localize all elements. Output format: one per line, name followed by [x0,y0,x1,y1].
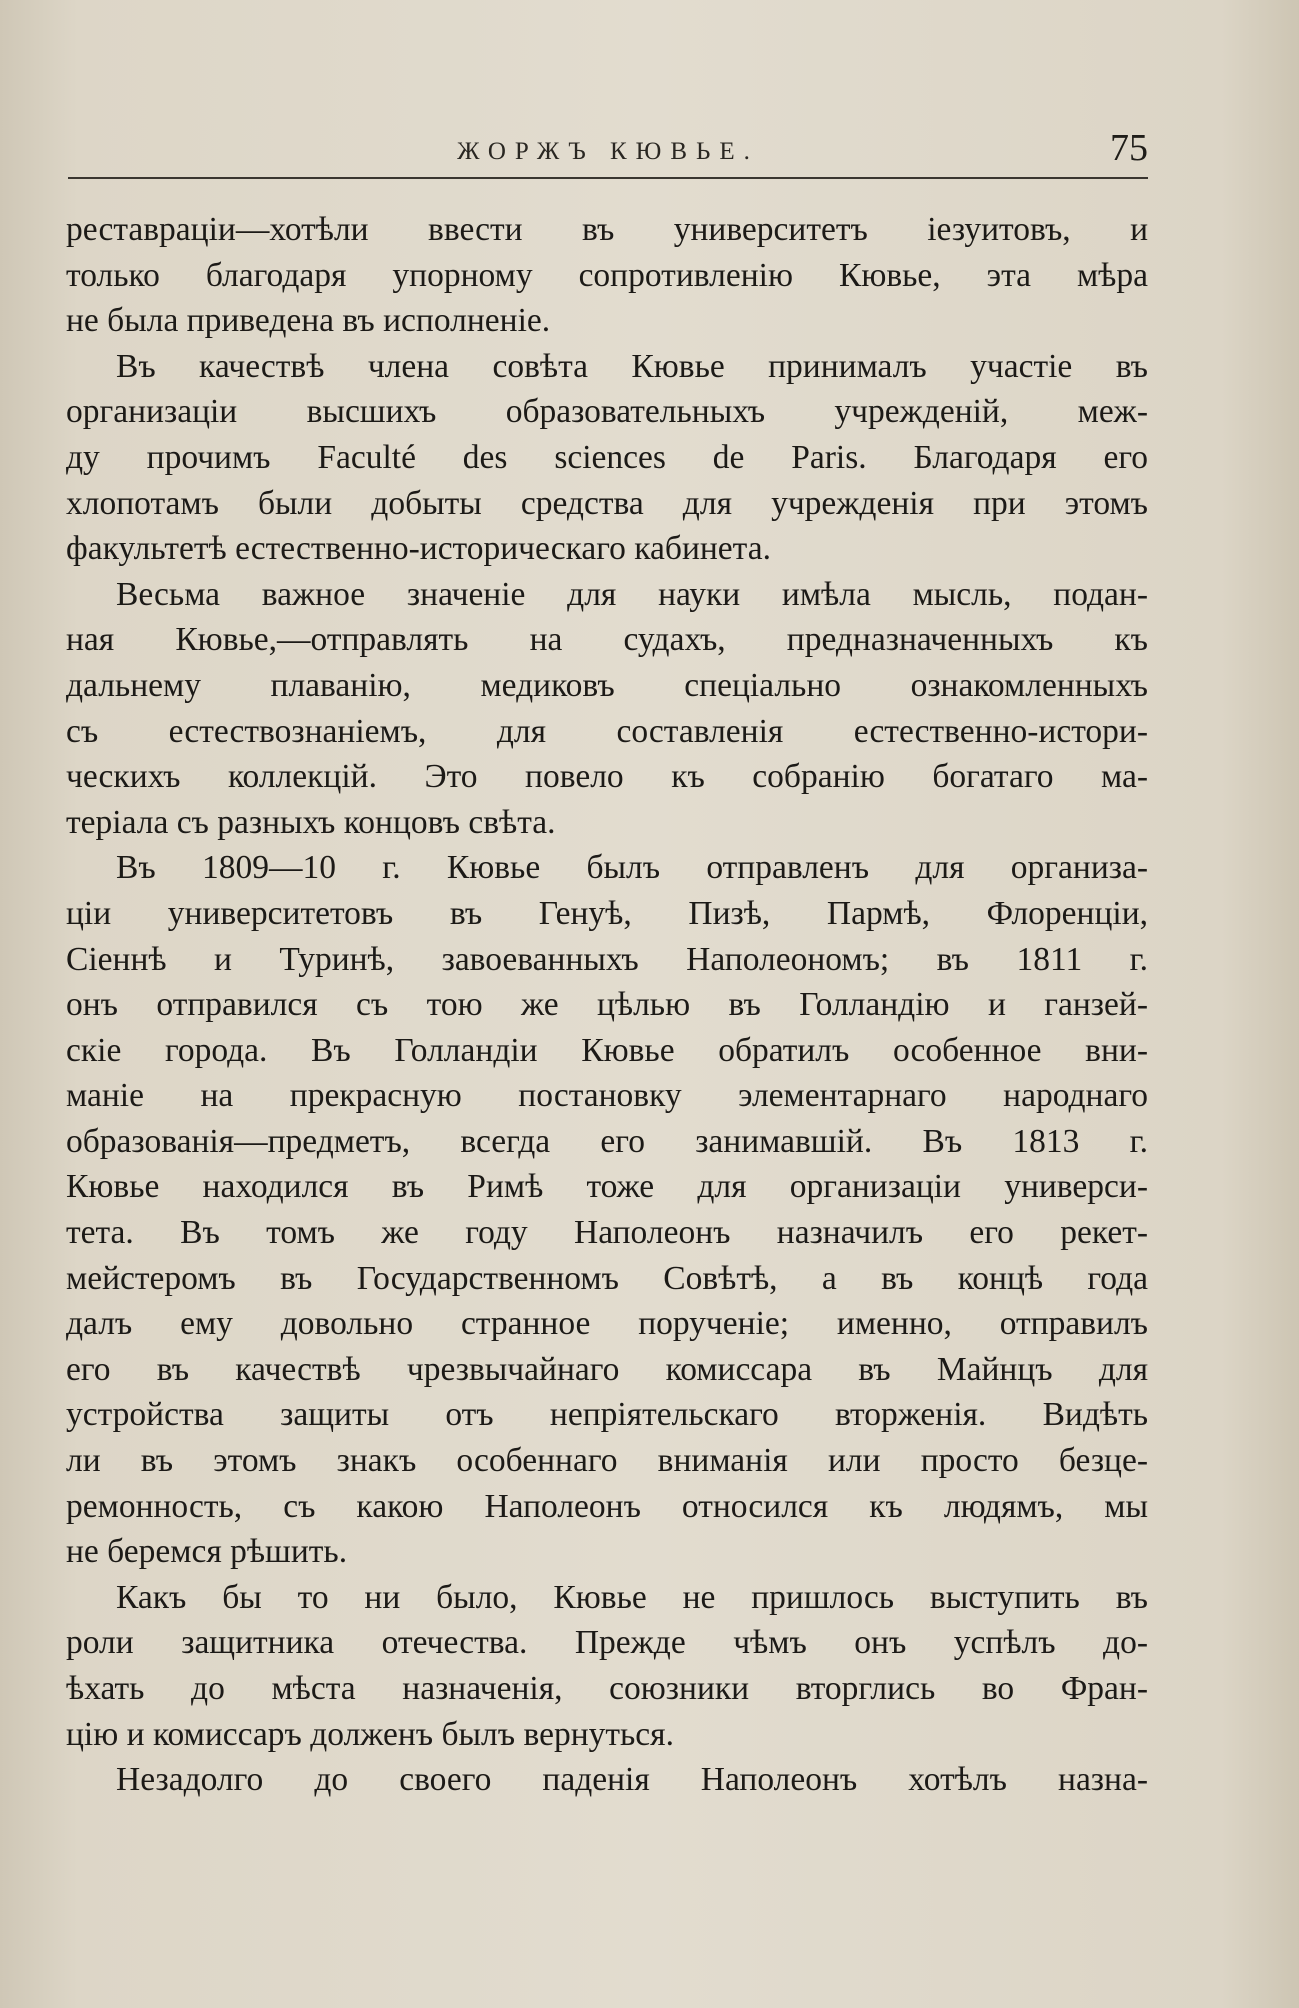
text-line: Какъ бы то ни было, Кювье не пришлось выступить въ [116,1578,1148,1616]
text-line: образованія—предметъ, всегда его занимавшій. Въ 1813 г. [66,1122,1148,1160]
text-line: Въ качествѣ члена совѣта Кювье принималъ участіе въ [116,347,1148,385]
paragraph [66,344,1148,572]
text-line: дальнему плаванію, медиковъ спеціально ознакомленныхъ [66,666,1148,704]
text-line: Весьма важное значеніе для науки имѣла мысль, подан- [116,575,1148,613]
text-line: онъ отправился съ тою же цѣлью въ Голландію и ганзей- [66,986,1148,1024]
text-line: ческихъ коллекцій. Это повело къ собранію богатаго ма- [66,758,1148,796]
body-text [66,207,1148,1803]
page-number: 75 [1110,127,1148,169]
text-line: ная Кювье,—отправлять на судахъ, предназначенныхъ къ [66,621,1148,659]
text-line: факультетѣ естественно-историческаго кабинета. [66,530,771,568]
text-line: ремонность, съ какою Наполеонъ относился къ людямъ, мы [66,1487,1148,1525]
text-line: не была приведена въ исполненіе. [66,302,551,340]
paragraph [66,1575,1148,1757]
text-line: съ естествознаніемъ, для составленія естественно-истори- [66,712,1148,750]
text-line: далъ ему довольно странное порученіе; именно, отправилъ [66,1305,1148,1343]
page-header [68,126,1148,178]
text-line: маніе на прекрасную постановку элементарнаго народнаго [66,1077,1148,1115]
paragraph [66,1757,1148,1803]
text-line: Незадолго до своего паденія Наполеонъ хотѣлъ назна- [116,1761,1148,1799]
text-line: ціи университетовъ въ Генуѣ, Пизѣ, Пармѣ, Флоренціи, [66,894,1148,932]
text-line: мейстеромъ въ Государственномъ Совѣтѣ, а въ концѣ года [66,1259,1148,1297]
text-line: устройства защиты отъ непріятельскаго вторженія. Видѣть [66,1396,1148,1434]
text-line: ѣхать до мѣста назначенія, союзники вторглись во Фран- [66,1670,1148,1707]
text-line: организаціи высшихъ образовательныхъ учрежденій, меж- [66,393,1148,431]
text-line: его въ качествѣ чрезвычайнаго комиссара въ Майнцъ для [66,1350,1148,1388]
text-line: реставраціи—хотѣли ввести въ университетъ іезуитовъ, и [66,211,1148,248]
text-line: Въ 1809—10 г. Кювье былъ отправленъ для организа- [116,849,1148,887]
text-line: Кювье находился въ Римѣ тоже для организаціи универси- [66,1168,1148,1206]
text-line: хлопотамъ были добыты средства для учрежденія при этомъ [66,484,1148,522]
paragraph [66,845,1148,1575]
text-line: тета. Въ томъ же году Наполеонъ назначилъ его рекет- [66,1214,1148,1252]
paragraph [66,207,1148,344]
text-line: теріала съ разныхъ концовъ свѣта. [66,803,556,841]
running-head: ЖОРЖЪ КЮВЬЕ. [457,138,759,165]
text-line: роли защитника отечества. Прежде чѣмъ онъ успѣлъ до- [66,1624,1148,1662]
text-line: цію и комиссаръ долженъ былъ вернуться. [66,1715,674,1753]
text-line: ду прочимъ Faculté des sciences de Paris. Благодаря его [66,438,1148,476]
text-line: скіе города. Въ Голландіи Кювье обратилъ особенное вни- [66,1031,1148,1069]
header-rule [68,177,1148,179]
text-line: Сіеннѣ и Туринѣ, завоеванныхъ Наполеономъ; въ 1811 г. [66,940,1148,978]
paragraph [66,572,1148,846]
text-line: не беремся рѣшить. [66,1533,348,1571]
text-line: только благодаря упорному сопротивленію Кювье, эта мѣра [66,256,1148,294]
text-line: ли въ этомъ знакъ особеннаго вниманія или просто безце- [66,1442,1148,1480]
